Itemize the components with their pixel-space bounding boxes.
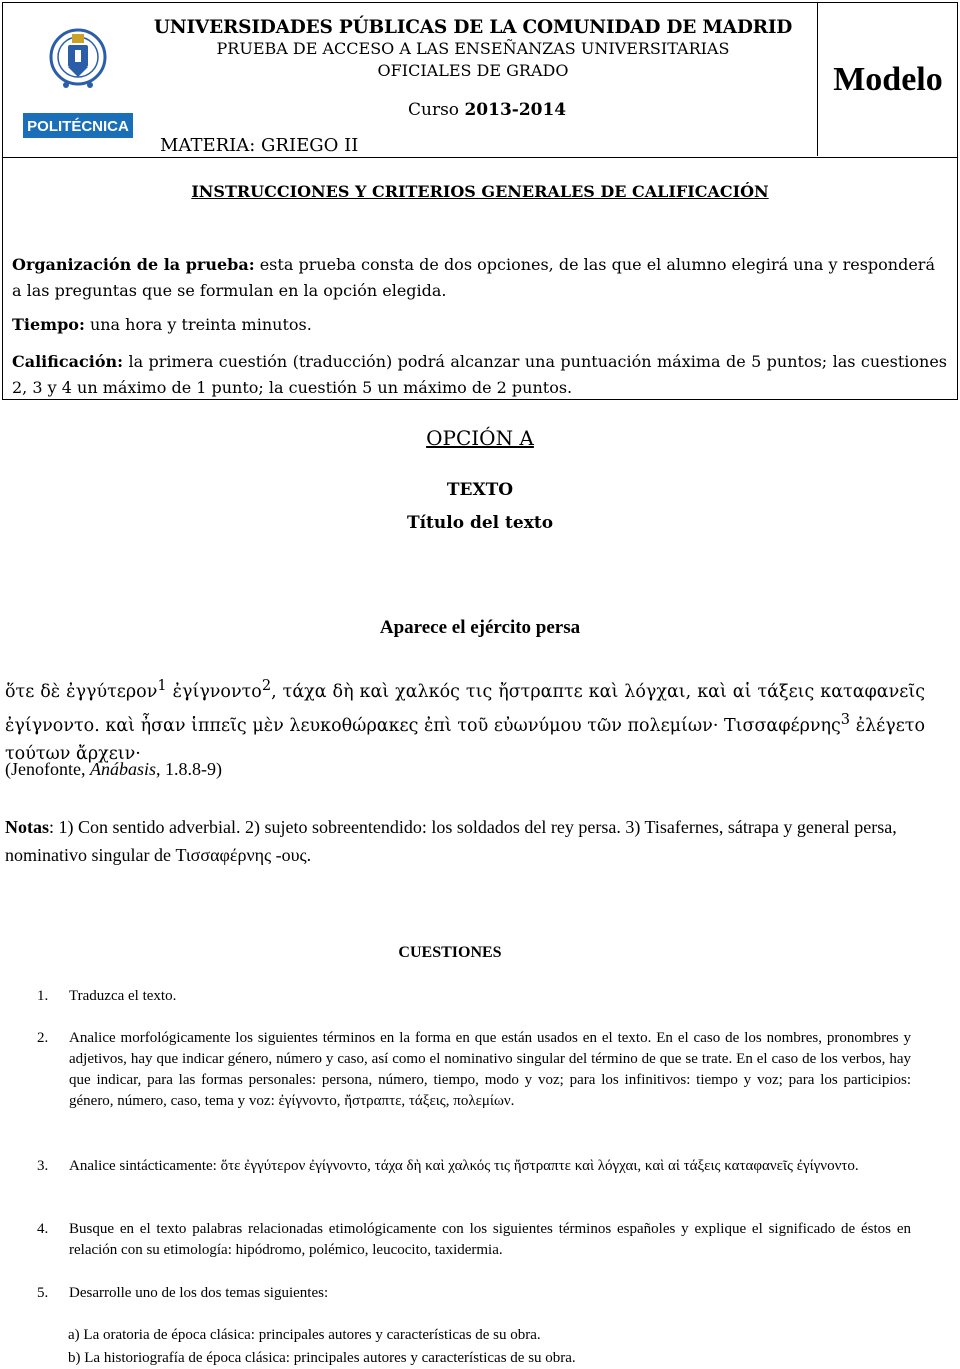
exam-name-line1: PRUEBA DE ACCESO A LAS ENSEÑANZAS UNIVERSITARIAS xyxy=(216,39,730,58)
question-number: 4. xyxy=(37,1221,49,1237)
source-ref: , 1.8.8-9) xyxy=(156,759,222,779)
grading-label: Calificación: xyxy=(12,352,124,371)
question-5 xyxy=(37,1283,911,1304)
organization-paragraph xyxy=(12,252,947,304)
option-title: OPCIÓN A xyxy=(426,426,534,450)
course-years: 2013-2014 xyxy=(464,100,567,120)
grading-text: la primera cuestión (traducción) podrá alcanzar una puntuación máxima de 5 puntos; las cuestiones 2, 3 y 4 un máximo de 1 punto; la cuestión 5 un máximo de 2 puntos. xyxy=(12,352,947,397)
header-text-block xyxy=(153,17,793,82)
model-cell xyxy=(817,3,958,156)
footnote-ref-2: 2 xyxy=(261,677,272,694)
time-text: una hora y treinta minutos. xyxy=(84,315,312,334)
question-2 xyxy=(37,1028,911,1112)
notes-text: : 1) Con sentido adverbial. 2) sujeto sobreentendido: los soldados del rey persa. 3) Tisafernes, sátrapa y general persa, nominativo singular de Τισσαφέρνης -ους. xyxy=(5,817,897,865)
question-text: Busque en el texto palabras relacionadas etimológicamente con los siguientes términos españoles y explique el significado de éstos en relación con su etimología: hipódromo, polémico, leucocito, taxidermia. xyxy=(69,1221,911,1258)
notes-label: Notas xyxy=(5,817,49,837)
topic-a: a) La oratoria de época clásica: principales autores y características de su obra. xyxy=(68,1327,541,1343)
question-text: Analice morfológicamente los siguientes términos en la forma en que están usados en el texto. En el caso de los nombres, pronombres y adjetivos, hay que indicar género, número y caso, así como el nominativo singular del término de que se trate. En el caso de los verbos, hay que indicar, para las formas personales: persona, número, tiempo, modo y voz; para los infinitivos: tiempo y voz; para los participios: género, número, caso, tema y voz: ἐγίγνοντο, ἤστραπτε, τάξεις, πολεμίων. xyxy=(69,1030,911,1109)
question-number: 2. xyxy=(37,1030,49,1046)
text-subtitle: Aparece el ejército persa xyxy=(379,617,581,638)
greek-part-b: ἐγίγνοντο xyxy=(166,681,262,702)
footnote-ref-1: 1 xyxy=(157,677,167,694)
subject: MATERIA: GRIEGO II xyxy=(160,135,359,156)
source-author: (Jenofonte, xyxy=(5,759,90,779)
model-label: Modelo xyxy=(833,60,943,98)
organization-text: esta prueba consta de dos opciones, de las que el alumno elegirá una y responderá a las preguntas que se formulan en la opción elegida. xyxy=(12,255,935,300)
crest-icon xyxy=(51,30,105,88)
question-number: 3. xyxy=(37,1158,49,1174)
instructions-box xyxy=(2,158,958,400)
greek-part-d: ἐλέγετο τούτων ἄρχειν· xyxy=(5,715,925,764)
topic-b: b) La historiografía de época clásica: principales autores y características de su obra. xyxy=(68,1350,576,1366)
text-title: Título del texto xyxy=(406,513,554,533)
text-heading: TEXTO xyxy=(446,480,514,500)
course-label: Curso xyxy=(408,100,465,120)
source-citation xyxy=(5,759,222,780)
university-name: UNIVERSIDADES PÚBLICAS DE LA COMUNIDAD DE MADRID xyxy=(153,17,793,38)
greek-part-a: ὅτε δὲ ἐγγύτερον xyxy=(5,681,158,702)
course xyxy=(408,100,566,120)
grading-paragraph xyxy=(12,349,947,401)
greek-part-c: , τάχα δὴ καὶ χαλκός τις ἤστραπτε καὶ λόγχαι, καὶ αἱ τάξεις καταφανεῖς ἐγίγνοντο. καὶ ἦσαν ἱππεῖς μὲν λευκοθώρακες ἐπὶ τοῦ εὐωνύμου τῶν πολεμίων· Τισσαφέρνης xyxy=(5,681,925,736)
question-3 xyxy=(37,1156,911,1177)
question-4 xyxy=(37,1219,911,1261)
logo-text: POLITÉCNICA xyxy=(27,118,129,135)
question-text: Traduzca el texto. xyxy=(69,988,177,1004)
question-1 xyxy=(37,986,911,1007)
organization-label: Organización de la prueba: xyxy=(12,255,255,274)
source-work: Anábasis xyxy=(89,759,156,779)
exam-name-line2: OFICIALES DE GRADO xyxy=(377,61,569,80)
question-number: 1. xyxy=(37,988,49,1004)
instructions-title: INSTRUCCIONES Y CRITERIOS GENERALES DE CALIFICACIÓN xyxy=(191,182,769,201)
question-text: Desarrolle uno de los dos temas siguientes: xyxy=(69,1285,329,1301)
footnote-ref-3: 3 xyxy=(840,710,851,728)
questions-heading: CUESTIONES xyxy=(398,944,502,961)
question-text: Analice sintácticamente: ὅτε ἐγγύτερον ἐγίγνοντο, τάχα δὴ καὶ χαλκός τις ἤστραπτε καὶ λόγχαι, καὶ αἱ τάξεις καταφανεῖς ἐγίγνοντο. xyxy=(69,1158,859,1174)
question-number: 5. xyxy=(37,1285,49,1301)
notes xyxy=(5,813,925,869)
time-label: Tiempo: xyxy=(12,315,85,334)
exam-header xyxy=(2,2,958,158)
upm-logo xyxy=(21,25,135,143)
time-paragraph xyxy=(12,312,947,338)
greek-passage xyxy=(5,672,925,768)
